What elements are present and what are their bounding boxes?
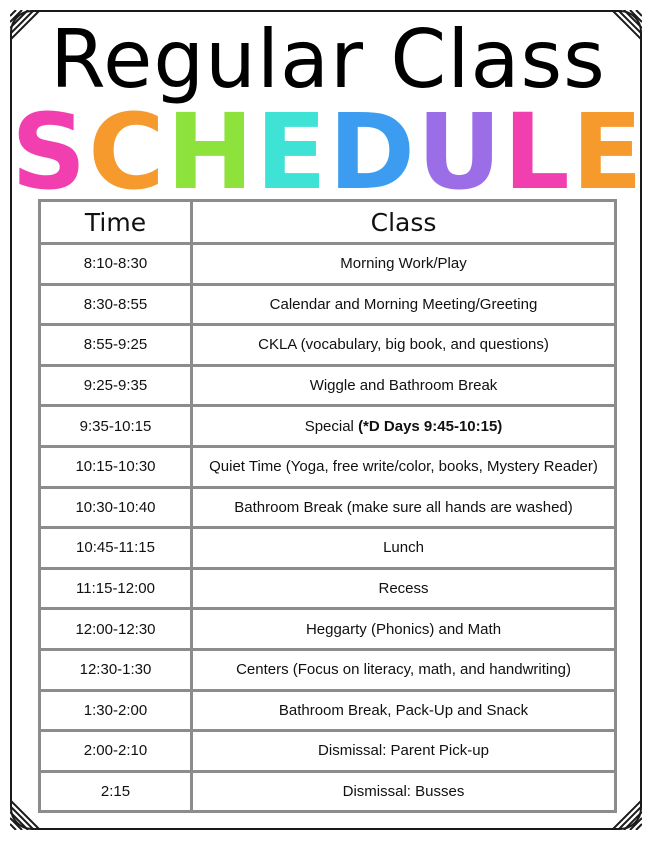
class-label: Heggarty (Phonics) and Math <box>305 620 502 638</box>
schedule-table <box>38 199 617 813</box>
class-column-header: Class <box>192 201 616 244</box>
schedule-heading <box>0 91 656 213</box>
class-label: CKLA (vocabulary, big book, and questions) <box>258 336 549 354</box>
time-cell: 9:35-10:15 <box>40 406 192 447</box>
heading-letter: H <box>166 91 256 213</box>
time-cell: 8:55-9:25 <box>40 325 192 366</box>
table-row <box>40 528 616 569</box>
class-cell <box>192 487 616 528</box>
class-cell <box>192 446 616 487</box>
class-cell <box>192 528 616 569</box>
class-label: Quiet Time (Yoga, free write/color, books, Mystery Reader) <box>209 458 598 476</box>
table-row <box>40 649 616 690</box>
time-cell: 10:15-10:30 <box>40 446 192 487</box>
table-header-row <box>40 201 616 244</box>
time-cell: 10:45-11:15 <box>40 528 192 569</box>
class-label: Bathroom Break, Pack-Up and Snack <box>278 701 529 719</box>
time-cell: 12:30-1:30 <box>40 649 192 690</box>
page-title: Regular Class <box>50 13 606 106</box>
class-cell <box>192 284 616 325</box>
class-label: Dismissal: Parent Pick-up <box>318 742 489 760</box>
time-column-header: Time <box>40 201 192 244</box>
time-cell: 8:10-8:30 <box>40 244 192 285</box>
class-label: Recess <box>378 580 429 598</box>
class-cell <box>192 365 616 406</box>
heading-letter: S <box>11 91 89 213</box>
class-cell <box>192 649 616 690</box>
class-label: Lunch <box>383 539 424 557</box>
time-cell: 9:25-9:35 <box>40 365 192 406</box>
heading-letter: E <box>255 91 329 213</box>
table-row <box>40 284 616 325</box>
time-cell: 12:00-12:30 <box>40 609 192 650</box>
class-label: Wiggle and Bathroom Break <box>309 377 498 395</box>
class-cell <box>192 325 616 366</box>
table-row <box>40 690 616 731</box>
class-cell <box>192 771 616 812</box>
table-row <box>40 609 616 650</box>
table-row <box>40 771 616 812</box>
class-cell <box>192 690 616 731</box>
table-row <box>40 731 616 772</box>
heading-letter: L <box>503 91 572 213</box>
heading-letter: C <box>88 91 167 213</box>
class-cell <box>192 609 616 650</box>
table-row <box>40 446 616 487</box>
class-label: Dismissal: Busses <box>342 783 465 801</box>
class-cell <box>192 244 616 285</box>
table-row <box>40 406 616 447</box>
class-cell <box>192 406 616 447</box>
time-cell: 1:30-2:00 <box>40 690 192 731</box>
table-row <box>40 365 616 406</box>
table-row <box>40 244 616 285</box>
time-cell: 2:00-2:10 <box>40 731 192 772</box>
table-row <box>40 568 616 609</box>
class-cell <box>192 568 616 609</box>
class-label: Bathroom Break (make sure all hands are washed) <box>234 498 573 516</box>
time-cell: 2:15 <box>40 771 192 812</box>
table-row <box>40 487 616 528</box>
class-label: Special <box>304 417 354 435</box>
class-label: Centers (Focus on literacy, math, and handwriting) <box>236 661 571 679</box>
class-label: Calendar and Morning Meeting/Greeting <box>269 295 538 313</box>
time-cell: 8:30-8:55 <box>40 284 192 325</box>
time-cell: 11:15-12:00 <box>40 568 192 609</box>
class-cell <box>192 731 616 772</box>
heading-letter: D <box>328 91 417 213</box>
table-row <box>40 325 616 366</box>
class-note: (*D Days 9:45-10:15) <box>358 417 503 435</box>
heading-letter: E <box>571 91 645 213</box>
class-label: Morning Work/Play <box>340 255 467 273</box>
heading-letter: U <box>416 91 504 213</box>
time-cell: 10:30-10:40 <box>40 487 192 528</box>
